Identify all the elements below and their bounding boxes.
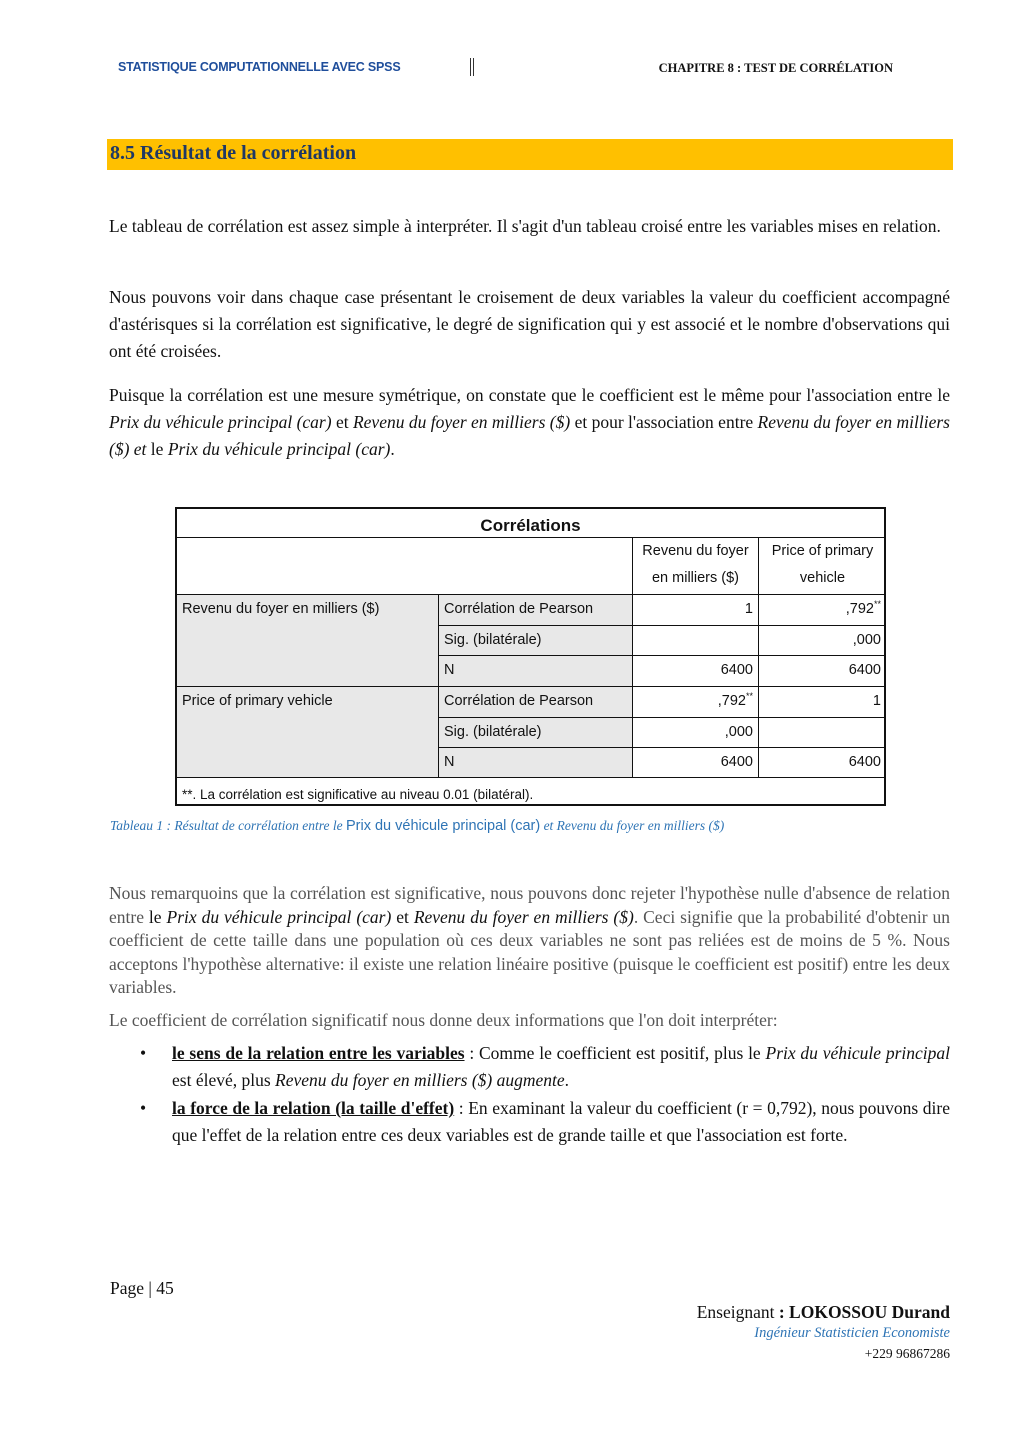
list-item: • le sens de la relation entre les variables : Comme le coefficient est positif, plus le Prix du véhicule principal est élevé, plus Revenu du foyer en milliers ($) augmente. — [137, 1040, 950, 1094]
table-cell: ,000 — [633, 718, 759, 748]
table-cell: 6400 — [633, 748, 759, 778]
table-stat-label: N — [439, 748, 633, 778]
table-stat-label: Sig. (bilatérale) — [439, 626, 633, 656]
table-cell: 6400 — [633, 656, 759, 687]
table-cell: 6400 — [759, 656, 886, 687]
table-col-header-price: Price of primary vehicle — [759, 538, 886, 595]
paragraph-symmetry: Puisque la corrélation est une mesure symétrique, on constate que le coefficient est le même pour l'association entre le Prix du véhicule principal (car) et Revenu du foyer en milliers ($) et pour l'association entre Revenu du foyer en milliers ($) et le Prix du véhicule principal (car). — [109, 385, 950, 459]
paragraph-table-description: Nous pouvons voir dans chaque case présentant le croisement de deux variables la valeur du coefficient accompagné d'astérisques si la corrélation est significative, le degré de signification qui y est associé et le nombre d'observations qui ont été croisées. — [109, 287, 950, 361]
page-number: Page | 45 — [110, 1278, 174, 1298]
table-row-label-price: Price of primary vehicle — [177, 687, 439, 778]
significance-mark: ** — [873, 599, 881, 610]
table-cell: 6400 — [759, 748, 886, 778]
list-item: • la force de la relation (la taille d'effet) : En examinant la valeur du coefficient (r = 0,792), nous pouvons dire que l'effet de la relation entre ces deux variables est de grande taille et que l'association est forte. — [137, 1095, 950, 1149]
table-cell: 1 — [633, 595, 759, 626]
table-cell: ,000 — [759, 626, 886, 656]
table-cell — [633, 626, 759, 656]
table-title: Corrélations — [177, 509, 884, 538]
paragraph-interpretation: Nous remarquoins que la corrélation est significative, nous pouvons donc rejeter l'hypothèse nulle d'absence de relation entre le Prix du véhicule principal (car) et Revenu du foyer en milliers ($). Ceci signifie que la probabilité d'obtenir un coefficient de cette taille dans une population où ces deux variables ne sont pas reliées est de moins de 5 %. Nous acceptons l'hypothèse alternative: il existe une relation linéaire positive (puisque le coefficient est positif) entre les deux variables. — [109, 883, 950, 997]
section-heading-bar — [107, 139, 953, 170]
table-cell: ,792** — [633, 687, 759, 718]
teacher-name-line: Enseignant : LOKOSSOU Durand — [696, 1302, 950, 1322]
table-stat-label: Corrélation de Pearson — [439, 595, 633, 626]
table-footnote: **. La corrélation est significative au niveau 0.01 (bilatéral). — [182, 787, 534, 802]
table-cell: 1 — [759, 687, 886, 718]
bullet-list — [137, 1040, 950, 1150]
table-caption: Tableau 1 : Résultat de corrélation entre le Prix du véhicule principal (car) et Revenu du foyer en milliers ($) — [110, 818, 725, 834]
teacher-phone: +229 96867286 — [864, 1346, 950, 1361]
correlation-table — [175, 507, 886, 806]
teacher-role: Ingénieur Statisticien Economiste — [754, 1325, 950, 1341]
section-title: 8.5 Résultat de la corrélation — [110, 142, 357, 164]
header-book-title: STATISTIQUE COMPUTATIONNELLE AVEC SPSS — [118, 60, 401, 74]
table-cell: ,792** — [759, 595, 886, 626]
header-chapter: CHAPITRE 8 : TEST DE CORRÉLATION — [658, 61, 893, 75]
table-cell — [759, 718, 886, 748]
bullet-icon: • — [140, 1098, 147, 1118]
paragraph-intro: Le tableau de corrélation est assez simple à interpréter. Il s'agit d'un tableau croisé entre les variables mises en relation. — [109, 216, 941, 236]
table-stat-label: Sig. (bilatérale) — [439, 718, 633, 748]
table-stat-label: Corrélation de Pearson — [439, 687, 633, 718]
table-stat-label: N — [439, 656, 633, 687]
significance-mark: ** — [745, 691, 753, 702]
page-header — [118, 60, 893, 80]
paragraph-two-informations: Le coefficient de corrélation significatif nous donne deux informations que l'on doit interpréter: — [109, 1010, 778, 1030]
table-header-blank — [177, 538, 633, 595]
teacher-signature — [697, 1302, 950, 1362]
table-row-label-revenu: Revenu du foyer en milliers ($) — [177, 595, 439, 687]
header-separator — [470, 58, 474, 76]
table-col-header-revenu: Revenu du foyer en milliers ($) — [633, 538, 759, 595]
bullet-icon: • — [140, 1043, 147, 1063]
